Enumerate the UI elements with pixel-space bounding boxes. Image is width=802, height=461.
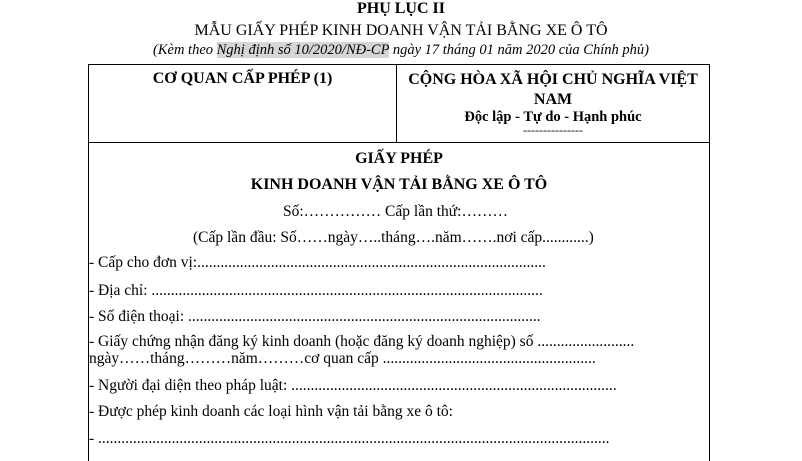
decree-suffix: ngày 17 tháng 01 năm 2020 của Chính phủ) xyxy=(389,42,649,58)
issued-to-field: - Cấp cho đơn vị:.......................................................................................... xyxy=(89,254,546,271)
legal-representative-field: - Người đại diện theo pháp luật: .................................................................................... xyxy=(89,377,617,394)
motto-underline: --------------- xyxy=(523,123,583,137)
decree-prefix: (Kèm theo xyxy=(153,42,217,58)
issuing-agency: CƠ QUAN CẤP PHÉP (1) xyxy=(152,70,333,87)
table-border-right xyxy=(709,64,710,461)
permit-number-line: Số:…………… Cấp lần thứ:……… xyxy=(283,203,508,220)
decree-reference xyxy=(0,42,802,59)
national-motto: Độc lập - Tự do - Hạnh phúc xyxy=(464,109,642,125)
phone-field: - Số điện thoại: ........................................................................................... xyxy=(89,308,541,325)
transport-type-line: - .................................................................................................................................... xyxy=(89,430,610,447)
first-issue-line: (Cấp lần đầu: Số……ngày…..tháng….năm…….nơi cấp............) xyxy=(193,229,594,246)
decree-number-highlight: Nghị định số 10/2020/NĐ-CP xyxy=(216,42,390,58)
table-border-middle xyxy=(88,142,710,143)
national-title: CỘNG HÒA XÃ HỘI CHỦ NGHĨA VIỆT NAM xyxy=(408,71,698,108)
allowed-transport-types: - Được phép kinh doanh các loại hình vận tải bằng xe ô tô: xyxy=(89,403,453,420)
permit-title: GIẤY PHÉP xyxy=(355,150,443,167)
business-cert-continued: ngày……tháng………năm………cơ quan cấp ....................................................... xyxy=(89,350,596,367)
business-cert-field: - Giấy chứng nhận đăng ký kinh doanh (hoặc đăng ký doanh nghiệp) số ......................... xyxy=(89,333,635,350)
permit-subtitle: KINH DOANH VẬN TẢI BẰNG XE Ô TÔ xyxy=(250,176,548,193)
table-border-top xyxy=(88,64,710,65)
address-field: - Địa chỉ: ..................................................................................................... xyxy=(89,282,543,299)
form-title: MẪU GIẤY PHÉP KINH DOANH VẬN TẢI BẰNG XE Ô TÔ xyxy=(194,22,608,39)
appendix-title: PHỤ LỤC II xyxy=(356,0,445,17)
